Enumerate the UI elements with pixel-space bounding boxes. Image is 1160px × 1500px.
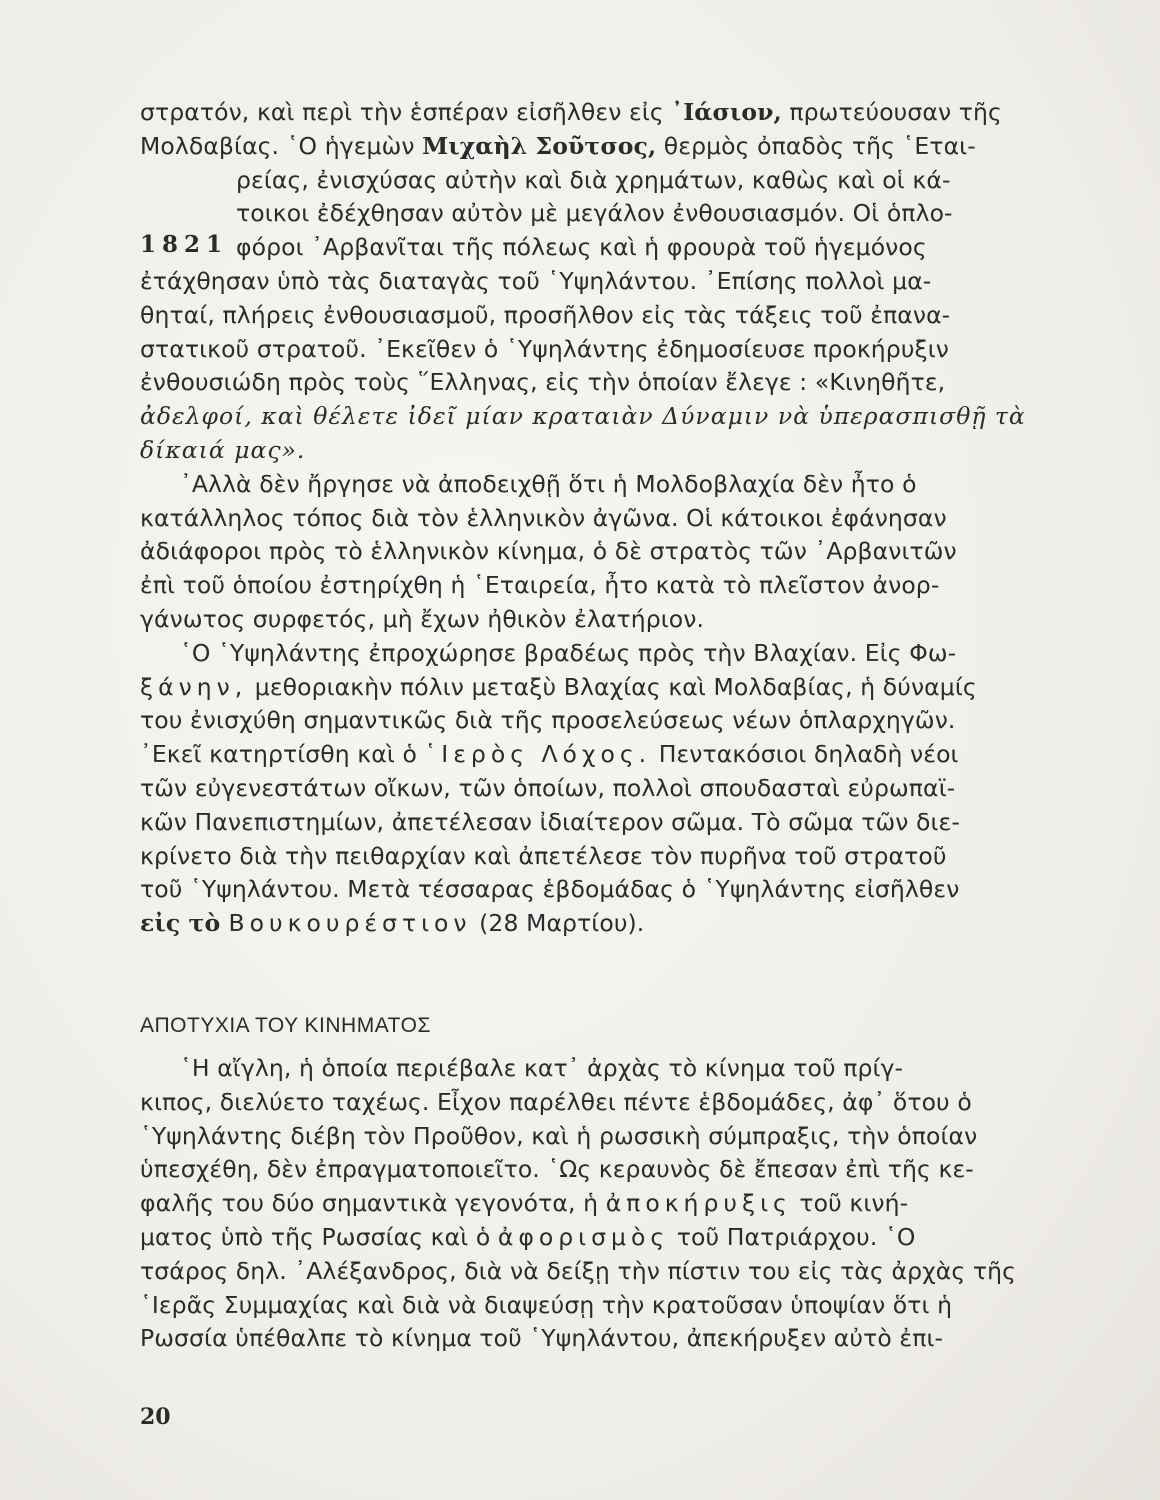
page-number: 20 bbox=[140, 1404, 171, 1430]
text-line: ᾿Αλλὰ δὲν ἤργησε νὰ ἀποδειχθῇ ὅτι ἡ Μολδοβλαχία δὲν ἦτο ὁ bbox=[180, 469, 917, 498]
text-line: τῶν εὐγενεστάτων οἴκων, τῶν ὁποίων, πολλοὶ σπουδασταὶ εὐρωπαϊ- bbox=[140, 773, 956, 802]
text-line: τοῦ ῾Υψηλάντου. Μετὰ τέσσαρας ἑβδομάδας ὁ ῾Υψηλάντης εἰσῆλθεν bbox=[140, 875, 960, 904]
year-marginal-note: 1821 bbox=[140, 231, 229, 258]
text-line: ματος ὑπὸ τῆς Ρωσσίας καὶ ὁ ἀφορισμὸς τοῦ Πατριάρχου. ῾Ο bbox=[140, 1222, 916, 1251]
text-line: φαλῆς του δύο σημαντικὰ γεγονότα, ἡ ἀποκήρυξις τοῦ κινή- bbox=[140, 1189, 909, 1218]
main-text-block bbox=[140, 96, 1045, 941]
text-line: ἀδιάφοροι πρὸς τὸ ἑλληνικὸν κίνημα, ὁ δὲ στρατὸς τῶν ᾿Αρβανιτῶν bbox=[140, 537, 957, 566]
text-line: του ἐνισχύθη σημαντικῶς διὰ τῆς προσελεύσεως νέων ὁπλαρχηγῶν. bbox=[140, 706, 956, 735]
text-line: ῾Ιερᾶς Συμμαχίας καὶ διὰ νὰ διαψεύσῃ τὴν κρατοῦσαν ὑποψίαν ὅτι ἡ bbox=[140, 1290, 953, 1319]
text-line: ἐτάχθησαν ὑπὸ τὰς διαταγὰς τοῦ ῾Υψηλάντου. ᾿Επίσης πολλοὶ μα- bbox=[140, 266, 932, 295]
text-line: τσάρος δηλ. ᾿Αλέξανδρος, διὰ νὰ δείξῃ τὴν πίστιν του εἰς τὰς ἀρχὰς τῆς bbox=[140, 1256, 1016, 1285]
text-line: ῾Ο ῾Υψηλάντης ἐπροχώρησε βραδέως πρὸς τὴν Βλαχίαν. Εἰς Φω- bbox=[180, 638, 957, 667]
text-line: κιπος, διελύετο ταχέως. Εἶχον παρέλθει πέντε ἑβδομάδες, ἀφ᾿ ὅτου ὁ bbox=[140, 1087, 972, 1116]
text-line: ὑπεσχέθη, δὲν ἐπραγματοποιεῖτο. ῾Ως κεραυνὸς δὲ ἔπεσαν ἐπὶ τῆς κε- bbox=[140, 1155, 974, 1184]
text-line: ξάνην, μεθοριακὴν πόλιν μεταξὺ Βλαχίας καὶ Μολδαβίας, ἡ δύναμίς bbox=[140, 672, 977, 701]
text-line: εἰς τὸ Βουκουρέστιον (28 Μαρτίου). bbox=[140, 909, 645, 938]
text-line: Μολδαβίας. ῾Ο ἡγεμὼν Μιχαὴλ Σοῦτσος, θερμὸς ὀπαδὸς τῆς ῾Εται- bbox=[140, 131, 976, 160]
text-line: Ρωσσία ὑπέθαλπε τὸ κίνημα τοῦ ῾Υψηλάντου, ἀπεκήρυξεν αὐτὸ ἐπι- bbox=[140, 1324, 944, 1353]
text-line: γάνωτος συρφετός, μὴ ἔχων ἠθικὸν ἐλατήριον. bbox=[140, 604, 705, 633]
text-line: τοικοι ἐδέχθησαν αὐτὸν μὲ μεγάλον ἐνθουσιασμόν. Οἱ ὁπλο- bbox=[236, 199, 953, 228]
text-line: στρατόν, καὶ περὶ τὴν ἑσπέραν εἰσῆλθεν εἰς ᾿Ιάσιον, πρωτεύουσαν τῆς bbox=[140, 98, 1002, 126]
text-line: ἀδελφοί, καὶ θέλετε ἰδεῖ μίαν κραταιὰν Δύναμιν νὰ ὑπερασπισθῇ τὰ bbox=[140, 402, 1026, 431]
text-line: κατάλληλος τόπος διὰ τὸν ἑλληνικὸν ἀγῶνα. Οἱ κάτοικοι ἐφάνησαν bbox=[140, 503, 947, 532]
text-line: ῾Η αἴγλη, ἡ ὁποία περιέβαλε κατ᾿ ἀρχὰς τὸ κίνημα τοῦ πρίγ- bbox=[180, 1054, 904, 1082]
text-line: ρείας, ἐνισχύσας αὐτὴν καὶ διὰ χρημάτων, καθὼς καὶ οἱ κά- bbox=[236, 165, 951, 194]
section-text-block bbox=[140, 1052, 1045, 1356]
section-heading: ΑΠΟΤΥΧΙΑ ΤΟΥ ΚΙΝΗΜΑΤΟΣ bbox=[140, 1014, 431, 1037]
text-line: ᾿Εκεῖ κατηρτίσθη καὶ ὁ ῾Ιερὸς Λόχος. Πεντακόσιοι δηλαδὴ νέοι bbox=[140, 740, 959, 769]
text-line: φόροι ᾿Αρβανῖται τῆς πόλεως καὶ ἡ φρουρὰ τοῦ ἡγεμόνος bbox=[236, 233, 927, 262]
text-line: ἐπὶ τοῦ ὁποίου ἐστηρίχθη ἡ ῾Εταιρεία, ἦτο κατὰ τὸ πλεῖστον ἀνορ- bbox=[140, 571, 940, 600]
text-line: ἐνθουσιώδη πρὸς τοὺς ῞Ελληνας, εἰς τὴν ὁποίαν ἔλεγε : «Κινηθῆτε, bbox=[140, 368, 946, 397]
text-line: κρίνετο διὰ τὴν πειθαρχίαν καὶ ἀπετέλεσε τὸν πυρῆνα τοῦ στρατοῦ bbox=[140, 841, 947, 870]
text-line: στατικοῦ στρατοῦ. ᾿Εκεῖθεν ὁ ῾Υψηλάντης ἐδημοσίευσε προκήρυξιν bbox=[140, 334, 949, 363]
text-line: κῶν Πανεπιστημίων, ἀπετέλεσαν ἰδιαίτερον σῶμα. Τὸ σῶμα τῶν διε- bbox=[140, 807, 960, 836]
text-line: θηταί, πλήρεις ἐνθουσιασμοῦ, προσῆλθον εἰς τὰς τάξεις τοῦ ἐπανα- bbox=[140, 300, 951, 329]
text-line: ῾Υψηλάντης διέβη τὸν Προῦθον, καὶ ἡ ρωσσικὴ σύμπραξις, τὴν ὁποίαν bbox=[140, 1121, 978, 1150]
text-line: δίκαιά μας». bbox=[140, 435, 306, 464]
